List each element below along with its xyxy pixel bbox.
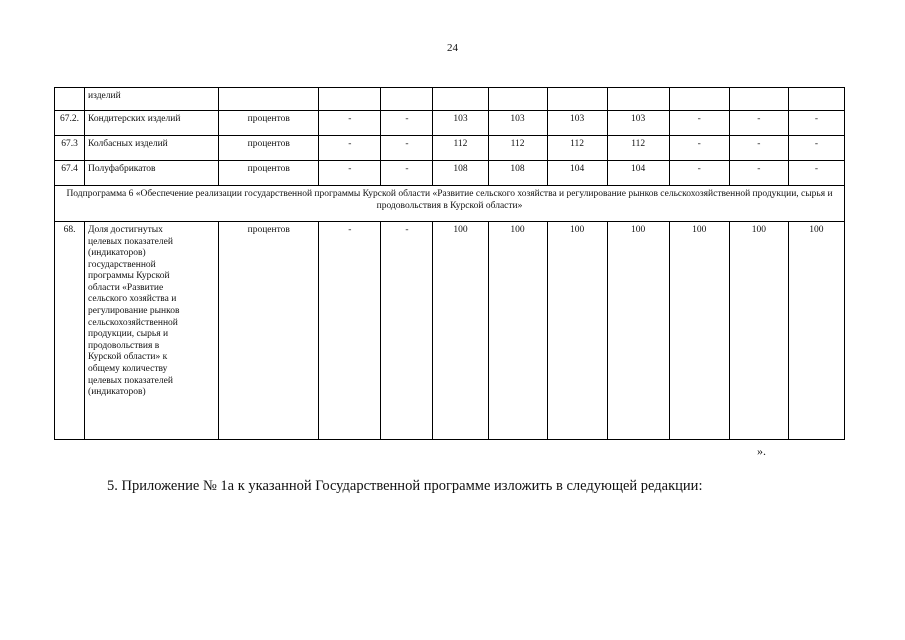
value-cell: -: [669, 111, 729, 136]
indicator-name-line: сельского хозяйства и: [88, 294, 177, 305]
indicator-name-cell: Колбасных изделий: [85, 136, 219, 161]
indicator-name-line: продовольствия в: [88, 340, 160, 351]
value-cell: -: [788, 111, 844, 136]
closing-quote: ».: [757, 444, 766, 458]
value-cell: 100: [547, 222, 607, 440]
value-cell: -: [729, 111, 788, 136]
table-row-continuation: [55, 88, 845, 111]
indicator-name-line: области «Развитие: [88, 282, 164, 293]
row-number-cell: 68.: [55, 222, 85, 440]
value-cell: -: [319, 136, 381, 161]
value-cell: -: [319, 111, 381, 136]
indicator-name-cell: [85, 222, 219, 440]
value-cell: -: [381, 161, 433, 186]
row-number-cell: 67.3: [55, 136, 85, 161]
row-number-cell: 67.4: [55, 161, 85, 186]
table-row-68: [55, 222, 845, 440]
indicator-name-line: общему количеству: [88, 363, 168, 374]
unit-cell: процентов: [219, 161, 319, 186]
unit-cell: процентов: [219, 111, 319, 136]
indicator-name-cell: Полуфабрикатов: [85, 161, 219, 186]
row-number-cell: 67.2.: [55, 111, 85, 136]
paragraph-5: 5. Приложение № 1а к указанной Государственной программе изложить в следующей редакции:: [107, 478, 703, 494]
value-cell: -: [381, 222, 433, 440]
value-cell: 100: [433, 222, 488, 440]
value-cell: -: [319, 222, 381, 440]
value-cell: 103: [488, 111, 547, 136]
page-number: 24: [447, 42, 458, 54]
indicator-name-line: Курской области» к: [88, 352, 168, 363]
indicator-name-line: сельскохозяйственной: [88, 317, 178, 328]
value-cell: -: [729, 136, 788, 161]
indicator-name-line: (индикаторов): [88, 387, 146, 398]
unit-cell: процентов: [219, 222, 319, 440]
value-cell: 100: [607, 222, 669, 440]
value-cell: -: [788, 136, 844, 161]
indicator-name-line: государственной: [88, 259, 156, 270]
value-cell: 108: [433, 161, 488, 186]
value-cell: 103: [433, 111, 488, 136]
indicator-name-line: (индикаторов): [88, 248, 146, 259]
indicator-name-line: целевых показателей: [88, 375, 173, 386]
subprogram-heading: Подпрограмма 6 «Обеспечение реализации государственной программы Курской области «Развитие сельского хозяйства и регулирование рынков сельскохозяйственной продукции, сырья и продовольствия в Курской области»: [55, 186, 845, 222]
value-cell: 112: [488, 136, 547, 161]
subprogram-heading-row: [55, 186, 845, 222]
value-cell: -: [788, 161, 844, 186]
indicator-name-cell: Кондитерских изделий: [85, 111, 219, 136]
value-cell: 100: [729, 222, 788, 440]
indicator-name-line: продукции, сырья и: [88, 329, 169, 340]
value-cell: 103: [607, 111, 669, 136]
indicator-name-line: целевых показателей: [88, 236, 173, 247]
value-cell: 112: [433, 136, 488, 161]
value-cell: 100: [488, 222, 547, 440]
table-row: [55, 161, 845, 186]
value-cell: 112: [607, 136, 669, 161]
indicators-table: [54, 87, 845, 440]
value-cell: -: [381, 111, 433, 136]
value-cell: -: [319, 161, 381, 186]
indicator-name-line: программы Курской: [88, 271, 170, 282]
value-cell: -: [669, 136, 729, 161]
value-cell: -: [729, 161, 788, 186]
unit-cell: процентов: [219, 136, 319, 161]
table-row: [55, 136, 845, 161]
value-cell: 103: [547, 111, 607, 136]
value-cell: -: [669, 161, 729, 186]
value-cell: 100: [669, 222, 729, 440]
value-cell: 112: [547, 136, 607, 161]
indicator-name-line: регулирование рынков: [88, 306, 180, 317]
value-cell: -: [381, 136, 433, 161]
indicator-name-line: Доля достигнутых: [88, 225, 163, 235]
indicator-name-cell: изделий: [85, 88, 219, 111]
value-cell: 104: [607, 161, 669, 186]
table-row: [55, 111, 845, 136]
value-cell: 104: [547, 161, 607, 186]
value-cell: 100: [788, 222, 844, 440]
value-cell: 108: [488, 161, 547, 186]
row-number-cell: [55, 88, 85, 111]
